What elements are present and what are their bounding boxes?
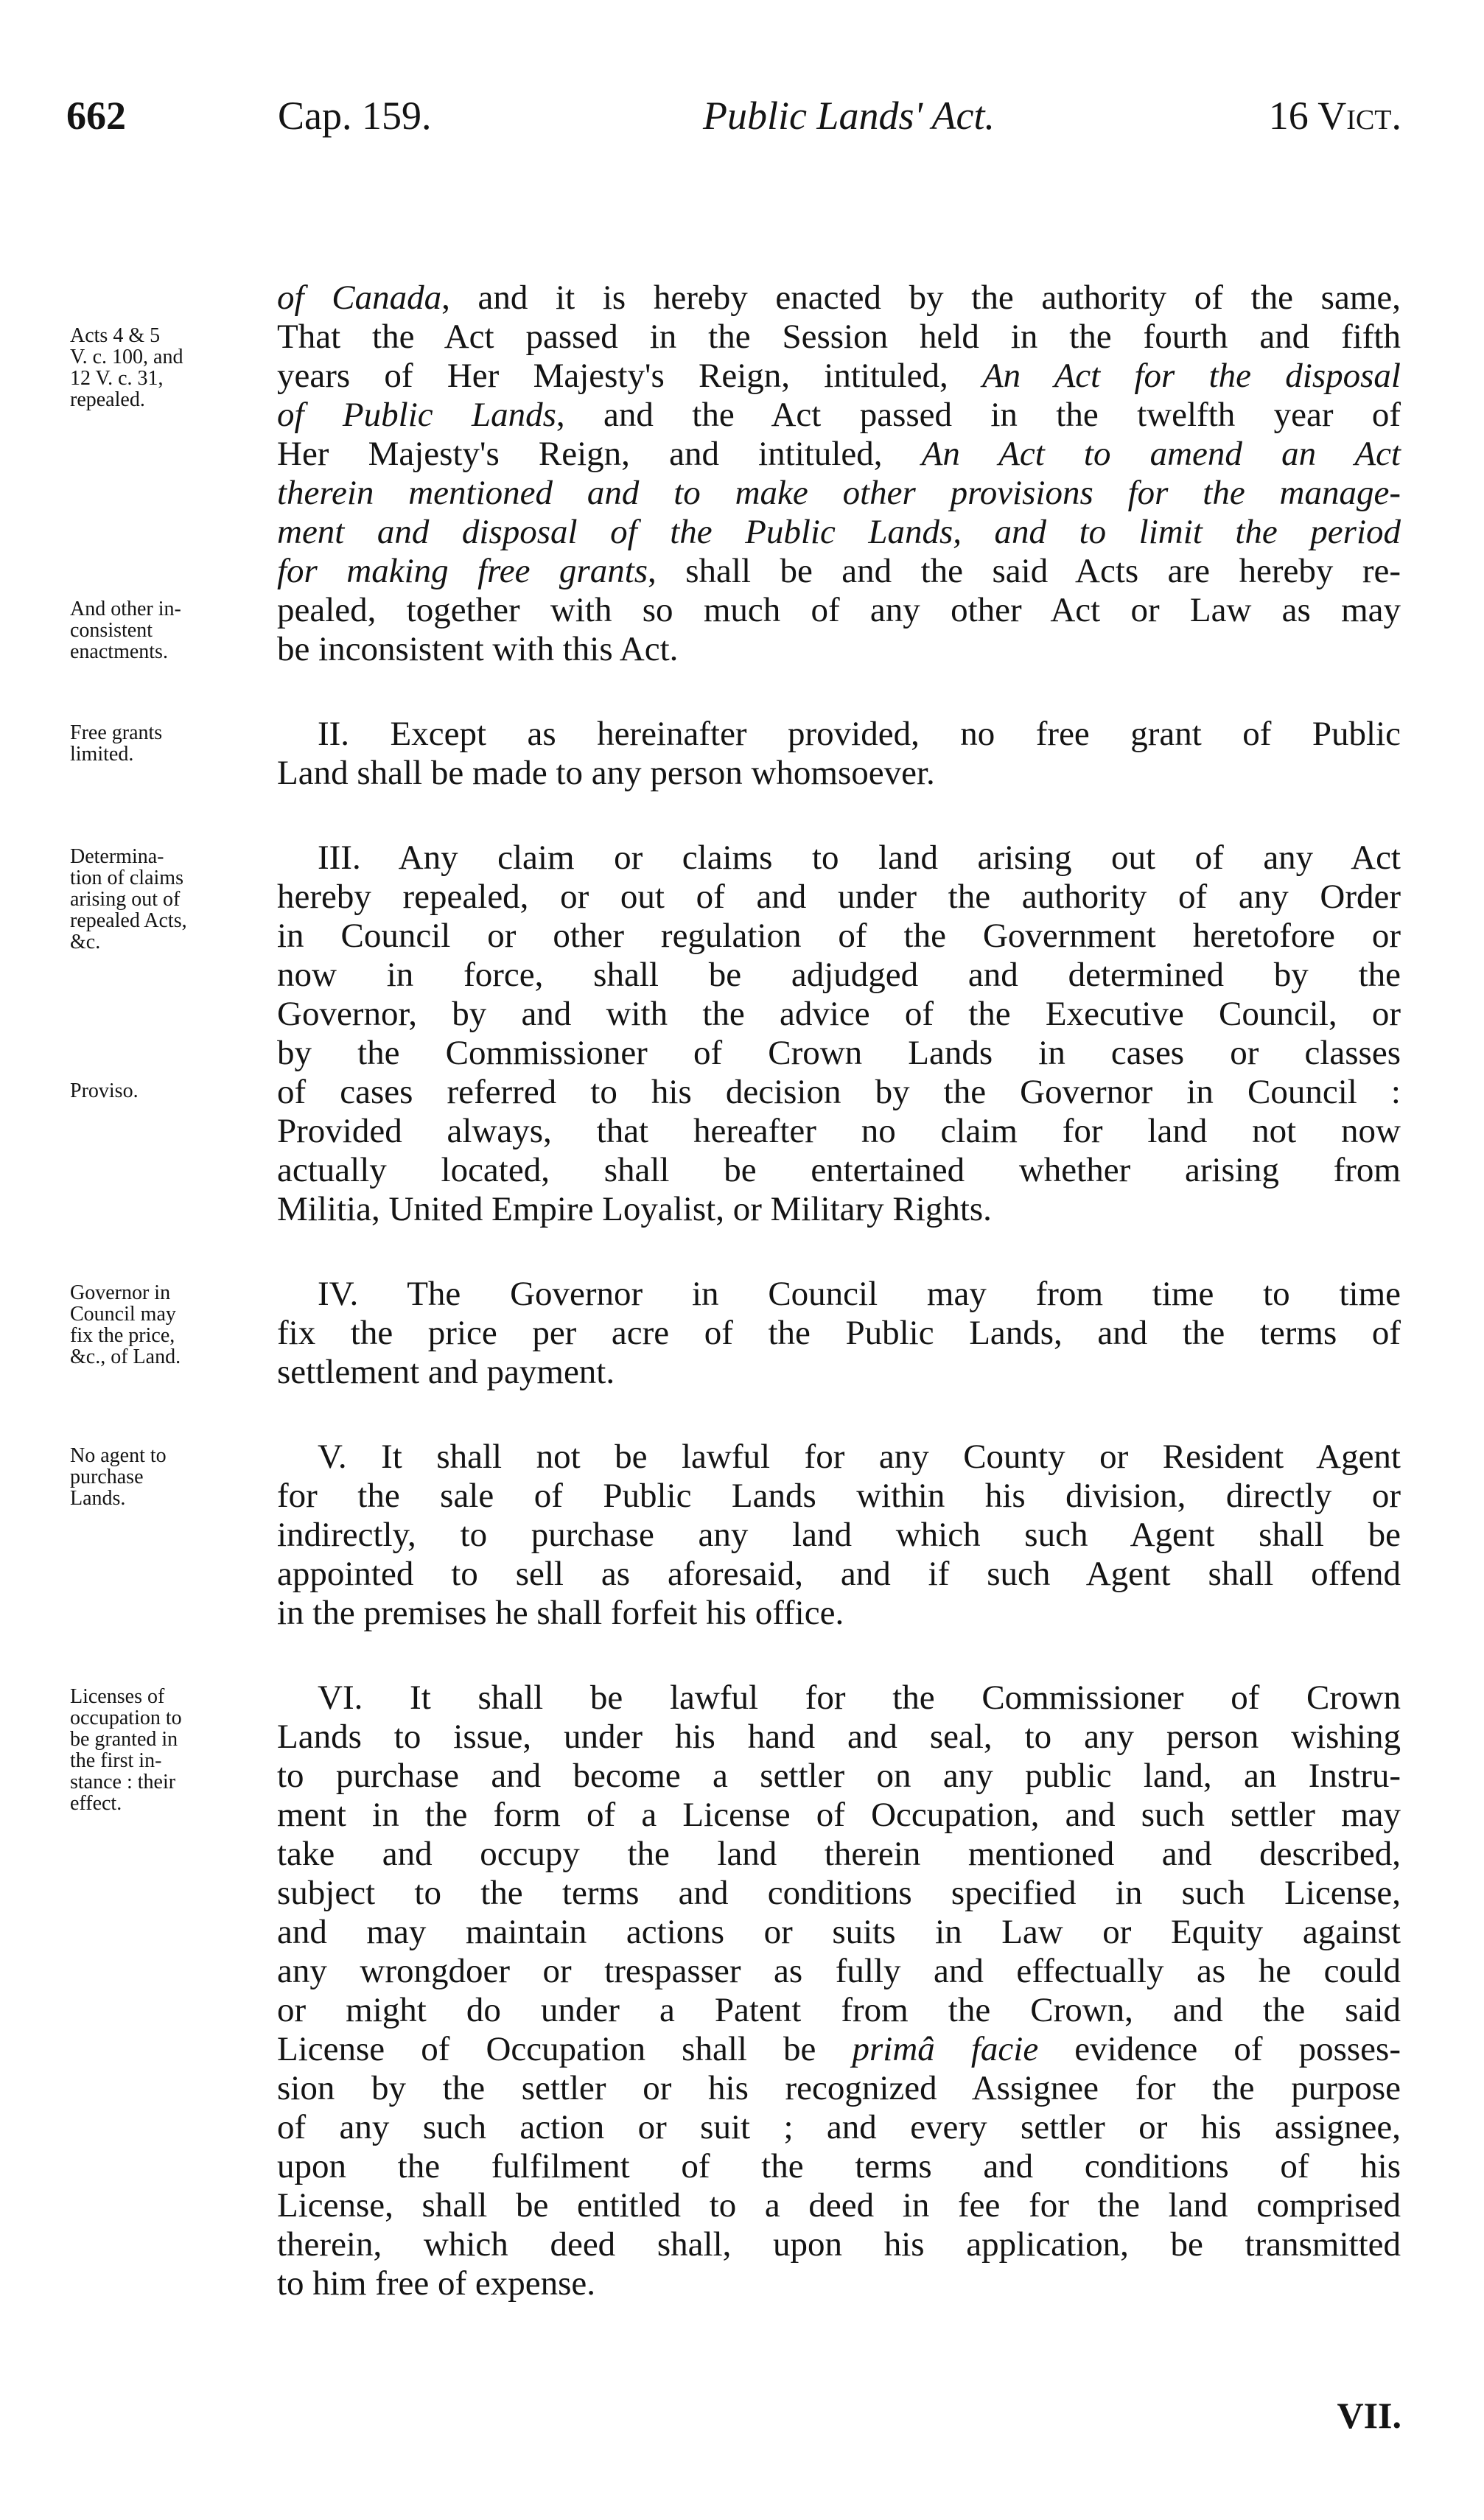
italic-text: ment and disposal of the Public Lands, and to limit the period: [277, 513, 1401, 551]
text-segment: and may maintain actions or suits in Law or Equity against: [277, 1913, 1401, 1951]
text-line: [277, 1718, 1401, 1757]
text-line: [277, 1275, 1401, 1314]
text-segment: sion by the settler or his recognized Assignee for the purpose: [277, 2069, 1401, 2107]
text-line: [277, 1757, 1401, 1796]
text-segment: , shall be and the said Acts are hereby re-: [648, 552, 1401, 590]
text-line: [277, 1112, 1401, 1151]
text-line: [277, 357, 1401, 396]
text-line: [277, 1314, 1401, 1353]
marginal-note-line: Acts 4 & 5: [70, 324, 161, 347]
marginal-note-line: Licenses of: [70, 1685, 165, 1708]
text-line: [277, 474, 1401, 513]
text-segment: indirectly, to purchase any land which such Agent shall be: [277, 1516, 1401, 1554]
marginal-note-line: the first in-: [70, 1749, 162, 1772]
text-line: [277, 839, 1401, 878]
italic-text: of Public Lands: [277, 396, 556, 434]
text-segment: II. Except as hereinafter provided, no free grant of Public: [318, 715, 1401, 753]
catchword: VII.: [1337, 2395, 1401, 2436]
marginal-note: [70, 1080, 269, 1102]
text-line: [277, 1679, 1401, 1718]
marginal-note: [70, 1282, 269, 1368]
text-segment: appointed to sell as aforesaid, and if such Agent shall offend: [277, 1555, 1401, 1593]
text-line: [277, 1477, 1401, 1516]
text-line: [277, 2108, 1401, 2147]
text-line: [277, 279, 1401, 318]
marginal-note-line: limited.: [70, 743, 134, 766]
text-segment: Lands to issue, under his hand and seal, to any person wishing: [277, 1718, 1401, 1756]
marginal-note: [70, 1686, 269, 1814]
marginal-note-line: occupation to: [70, 1707, 182, 1729]
text-segment: in the premises he shall forfeit his office.: [277, 1594, 844, 1632]
text-line: [277, 2186, 1401, 2225]
text-segment: Militia, United Empire Loyalist, or Military Rights.: [277, 1190, 992, 1228]
text-segment: License of Occupation shall be: [277, 2030, 853, 2068]
marginal-note-line: effect.: [70, 1792, 122, 1815]
text-segment: VI. It shall be lawful for the Commissioner of Crown: [318, 1679, 1401, 1717]
text-line: [277, 754, 1401, 793]
text-line: [277, 513, 1401, 552]
text-segment: License, shall be entitled to a deed in fee for the land comprised: [277, 2186, 1401, 2225]
text-line: [277, 1516, 1401, 1555]
act-body: [0, 279, 1484, 2303]
text-segment: III. Any claim or claims to land arising out of any Act: [318, 839, 1401, 877]
marginal-note-line: Proviso.: [70, 1079, 139, 1102]
text-line: [277, 1034, 1401, 1073]
regnal-year: 16 Vict.: [1268, 94, 1401, 138]
marginal-note-line: &c.: [70, 931, 101, 953]
text-segment: of cases referred to his decision by the Governor in Council :: [277, 1073, 1401, 1111]
text-line: [277, 552, 1401, 591]
marginal-note-line: Free grants: [70, 721, 163, 744]
italic-text: An Act to amend an Act: [921, 435, 1401, 473]
text-line: [277, 318, 1401, 357]
text-segment: V. It shall not be lawful for any County or Resident Agent: [318, 1438, 1401, 1476]
marginal-note-line: stance : their: [70, 1771, 176, 1793]
text-segment: by the Commissioner of Crown Lands in cases or classes: [277, 1034, 1401, 1072]
text-line: [277, 1151, 1401, 1190]
text-segment: ment in the form of a License of Occupation, and such settler may: [277, 1796, 1401, 1834]
text-line: [277, 2030, 1401, 2069]
text-line: [277, 2225, 1401, 2264]
marginal-note-line: And other in-: [70, 598, 181, 620]
marginal-note-line: purchase: [70, 1466, 144, 1488]
text-line: [277, 1438, 1401, 1477]
text-segment: Provided always, that hereafter no claim for land not now: [277, 1112, 1401, 1150]
text-segment: years of Her Majesty's Reign, intituled,: [277, 357, 982, 395]
text-segment: pealed, together with so much of any other Act or Law as may: [277, 591, 1401, 629]
italic-text: primâ facie: [852, 2030, 1039, 2068]
text-line: [277, 995, 1401, 1034]
text-segment: or might do under a Patent from the Crown, and the said: [277, 1991, 1401, 2029]
section-paragraph: [0, 715, 1484, 793]
marginal-note-line: Council may: [70, 1303, 176, 1326]
marginal-note-line: tion of claims: [70, 867, 183, 889]
text-segment: to purchase and become a settler on any public land, an Instru-: [277, 1757, 1401, 1795]
text-segment: any wrongdoer or trespasser as fully and effectually as he could: [277, 1952, 1401, 1990]
text-line: [277, 1555, 1401, 1594]
text-line: [277, 630, 1401, 669]
text-segment: , and it is hereby enacted by the authority of the same,: [441, 279, 1401, 317]
page-number: 662: [66, 94, 126, 138]
text-segment: fix the price per acre of the Public Lands, and the terms of: [277, 1314, 1401, 1352]
text-segment: IV. The Governor in Council may from time to time: [318, 1275, 1401, 1313]
section-paragraph: [0, 1438, 1484, 1633]
marginal-note-line: arising out of: [70, 888, 181, 911]
marginal-note-line: repealed Acts,: [70, 909, 187, 932]
text-segment: evidence of posses-: [1038, 2030, 1401, 2068]
text-segment: in Council or other regulation of the Government heretofore or: [277, 917, 1401, 955]
marginal-note: [70, 1445, 269, 1509]
text-line: [277, 591, 1401, 630]
text-segment: of any such action or suit ; and every settler or his assignee,: [277, 2108, 1401, 2146]
text-segment: settlement and payment.: [277, 1353, 615, 1391]
marginal-note-line: Lands.: [70, 1487, 126, 1510]
text-line: [277, 1073, 1401, 1112]
text-line: [277, 2264, 1401, 2303]
marginal-note: [70, 722, 269, 765]
marginal-note-line: V. c. 100, and: [70, 346, 183, 368]
text-line: [277, 2147, 1401, 2186]
text-line: [277, 1874, 1401, 1913]
section-paragraph: [0, 279, 1484, 669]
text-line: [277, 1991, 1401, 2030]
text-line: [277, 715, 1401, 754]
marginal-note-line: No agent to: [70, 1444, 167, 1467]
text-line: [277, 396, 1401, 435]
marginal-note: [70, 325, 269, 410]
marginal-note-line: 12 V. c. 31,: [70, 367, 164, 390]
marginal-note-line: Determina-: [70, 845, 164, 868]
text-line: [277, 1796, 1401, 1835]
text-segment: be inconsistent with this Act.: [277, 630, 679, 668]
marginal-note-line: fix the price,: [70, 1324, 175, 1347]
marginal-note-line: Governor in: [70, 1281, 171, 1304]
text-segment: take and occupy the land therein mentioned and described,: [277, 1835, 1401, 1873]
text-segment: now in force, shall be adjudged and determined by the: [277, 956, 1401, 994]
text-segment: therein, which deed shall, upon his application, be transmitted: [277, 2225, 1401, 2264]
section-paragraph: [0, 839, 1484, 1229]
section-paragraph: [0, 1679, 1484, 2303]
text-segment: Land shall be made to any person whomsoever.: [277, 754, 935, 792]
text-segment: Governor, by and with the advice of the Executive Council, or: [277, 995, 1401, 1033]
text-line: [277, 1190, 1401, 1229]
text-line: [277, 2069, 1401, 2108]
text-line: [277, 956, 1401, 995]
chapter-number: Cap. 159.: [278, 94, 432, 138]
marginal-note-line: repealed.: [70, 388, 145, 411]
text-line: [277, 1835, 1401, 1874]
italic-text: of Canada: [277, 279, 442, 317]
marginal-note-line: enactments.: [70, 640, 168, 663]
italic-text: An Act for the disposal: [981, 357, 1401, 395]
running-title: Public Lands' Act.: [702, 94, 995, 138]
text-segment: to him free of expense.: [277, 2264, 595, 2303]
marginal-note: [70, 846, 269, 953]
text-segment: That the Act passed in the Session held in the fourth and fifth: [277, 318, 1401, 356]
text-segment: hereby repealed, or out of and under the authority of any Order: [277, 878, 1401, 916]
marginal-note-line: &c., of Land.: [70, 1345, 181, 1368]
text-segment: upon the fulfilment of the terms and conditions of his: [277, 2147, 1401, 2185]
marginal-note-line: be granted in: [70, 1728, 178, 1751]
text-segment: actually located, shall be entertained whether arising from: [277, 1151, 1401, 1189]
marginal-note: [70, 598, 269, 662]
text-line: [277, 878, 1401, 917]
italic-text: for making free grants: [277, 552, 648, 590]
text-segment: subject to the terms and conditions specified in such License,: [277, 1874, 1401, 1912]
text-line: [277, 1594, 1401, 1633]
marginal-note-line: consistent: [70, 619, 153, 642]
text-line: [277, 1952, 1401, 1991]
section-paragraph: [0, 1275, 1484, 1392]
text-segment: , and the Act passed in the twelfth year of: [556, 396, 1401, 434]
text-line: [277, 435, 1401, 474]
text-line: [277, 1353, 1401, 1392]
text-segment: for the sale of Public Lands within his division, directly or: [277, 1477, 1401, 1515]
italic-text: therein mentioned and to make other provisions for the manage-: [277, 474, 1401, 512]
text-line: [277, 917, 1401, 956]
text-line: [277, 1913, 1401, 1952]
text-segment: Her Majesty's Reign, and intituled,: [277, 435, 922, 473]
